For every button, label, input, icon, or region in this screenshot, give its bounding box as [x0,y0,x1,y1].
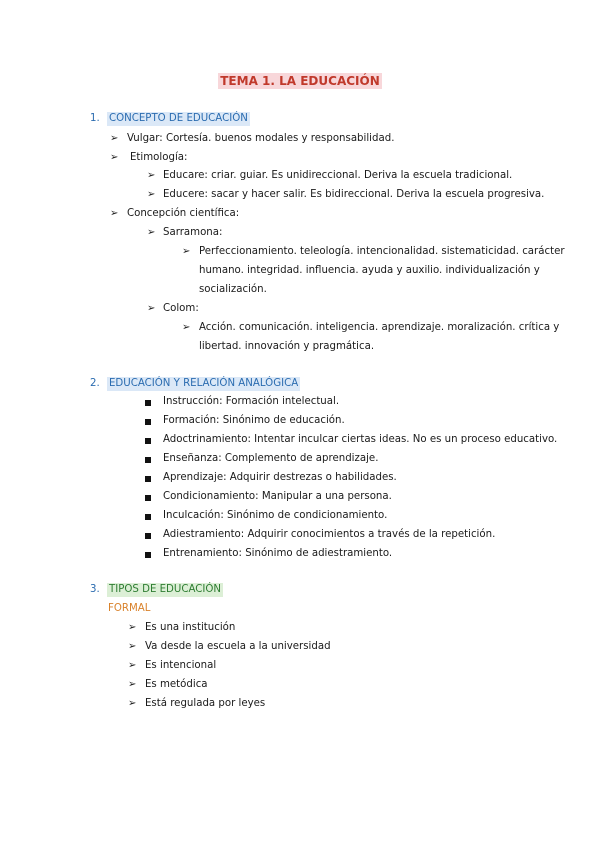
list-item: Inculcación: Sinónimo de condicionamiento. [163,510,388,521]
arrow-bullet-icon: ➢ [128,698,137,709]
section-3-title: TIPOS DE EDUCACIÓN [109,584,222,595]
list-item: Vulgar: Cortesía. buenos modales y responsabilidad. [127,133,395,144]
list-item: Condicionamiento: Manipular a una persona. [163,491,392,502]
list-item: Etimología: [130,152,188,163]
section-2-title: EDUCACIÓN Y RELACIÓN ANALÓGICA [109,378,299,389]
square-bullet-icon [145,438,151,444]
list-item-line: Perfeccionamiento. teleología. intencionalidad. sistematicidad. carácter [199,246,565,257]
square-bullet-icon [145,457,151,463]
list-item: Va desde la escuela a la universidad [145,641,331,652]
list-item: Colom: [163,303,199,314]
list-item-line: Acción. comunicación. inteligencia. aprendizaje. moralización. crítica y [199,322,560,333]
square-bullet-icon [145,419,151,425]
list-item: Educere: sacar y hacer salir. Es bidireccional. Deriva la escuela progresiva. [163,189,545,200]
square-bullet-icon [145,533,151,539]
list-item-line: humano. integridad. influencia. ayuda y auxilio. individualización y [199,265,540,276]
section-2-number: 2. [90,378,100,389]
arrow-bullet-icon: ➢ [128,679,137,690]
arrow-bullet-icon: ➢ [182,322,191,333]
arrow-bullet-icon: ➢ [128,641,137,652]
arrow-bullet-icon: ➢ [182,246,191,257]
square-bullet-icon [145,400,151,406]
arrow-bullet-icon: ➢ [110,152,119,163]
square-bullet-icon [145,552,151,558]
arrow-bullet-icon: ➢ [147,189,156,200]
arrow-bullet-icon: ➢ [110,133,119,144]
list-item: Es intencional [145,660,217,671]
square-bullet-icon [145,495,151,501]
section-1-number: 1. [90,113,100,124]
list-item: Es metódica [145,679,208,690]
arrow-bullet-icon: ➢ [147,303,156,314]
list-item: Entrenamiento: Sinónimo de adiestramiento. [163,548,393,559]
list-item: Adiestramiento: Adquirir conocimientos a través de la repetición. [163,529,496,540]
list-item: Enseñanza: Complemento de aprendizaje. [163,453,379,464]
arrow-bullet-icon: ➢ [128,622,137,633]
section-3-number: 3. [90,584,100,595]
list-item-line: libertad. innovación y pragmática. [199,341,375,352]
arrow-bullet-icon: ➢ [128,660,137,671]
list-item: Sarramona: [163,227,223,238]
page-title: TEMA 1. LA EDUCACIÓN [220,74,380,88]
list-item: Concepción científica: [127,208,240,219]
list-item-line: socialización. [199,284,267,295]
list-item: Educare: criar. guiar. Es unidireccional. Deriva la escuela tradicional. [163,170,513,181]
list-item: Está regulada por leyes [145,698,266,709]
list-item: Aprendizaje: Adquirir destrezas o habilidades. [163,472,397,483]
section-3-subtitle: FORMAL [108,603,151,614]
list-item: Adoctrinamiento: Intentar inculcar ciertas ideas. No es un proceso educativo. [163,434,558,445]
square-bullet-icon [145,514,151,520]
arrow-bullet-icon: ➢ [110,208,119,219]
section-1-title: CONCEPTO DE EDUCACIÓN [109,113,248,124]
list-item: Es una institución [145,622,236,633]
arrow-bullet-icon: ➢ [147,227,156,238]
square-bullet-icon [145,476,151,482]
list-item: Instrucción: Formación intelectual. [163,396,340,407]
list-item: Formación: Sinónimo de educación. [163,415,345,426]
arrow-bullet-icon: ➢ [147,170,156,181]
